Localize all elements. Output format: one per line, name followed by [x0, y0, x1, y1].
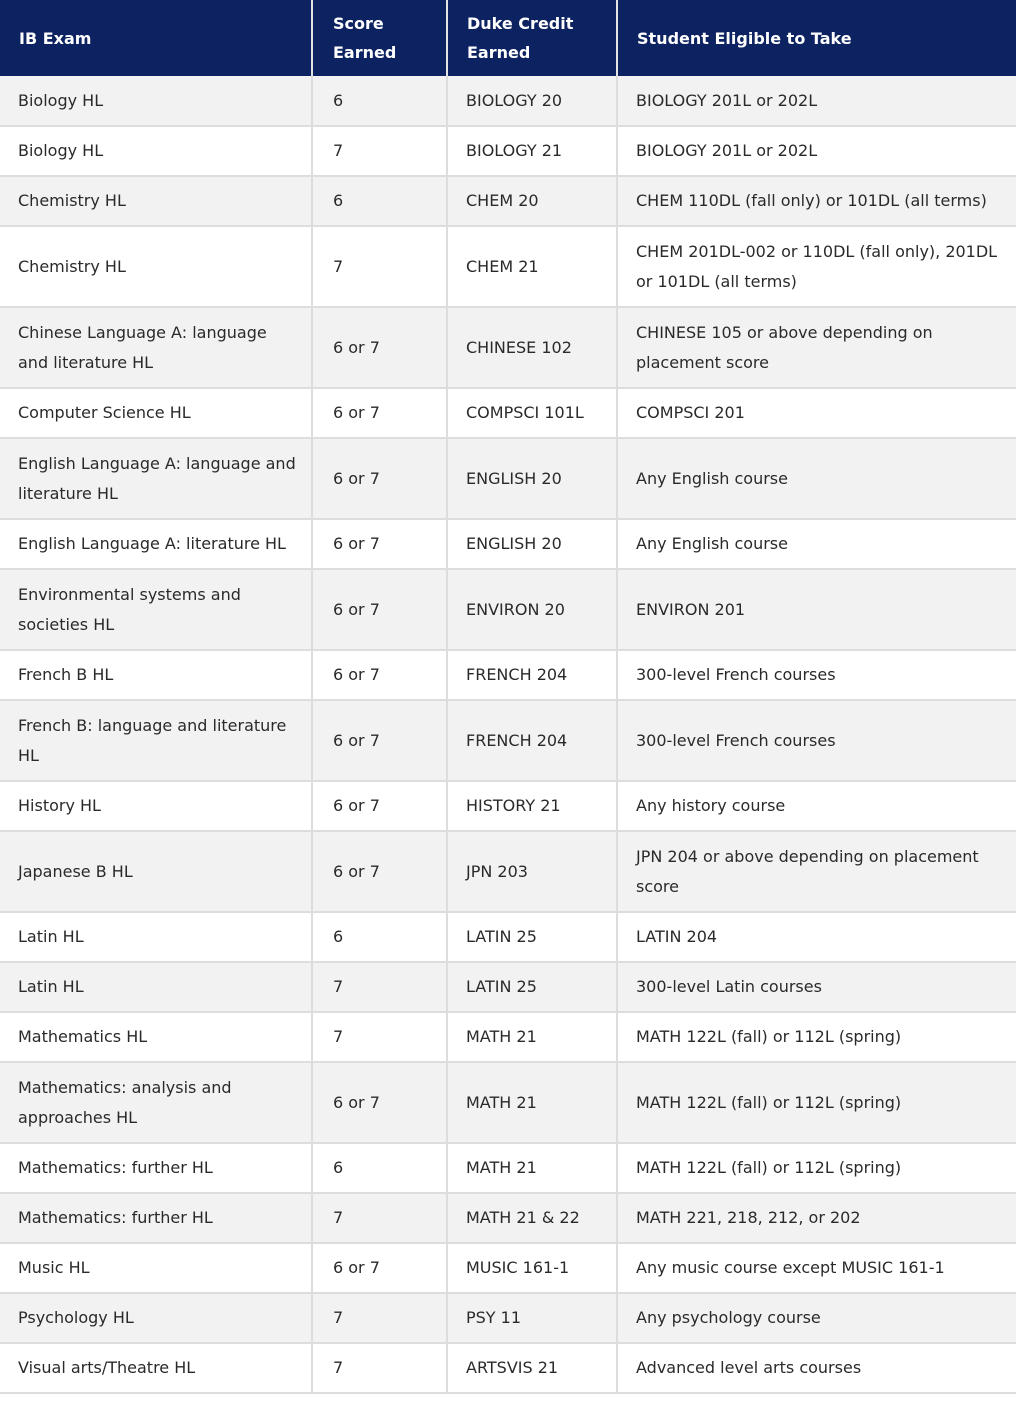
- cell-eligible: BIOLOGY 201L or 202L: [617, 76, 1016, 126]
- cell-score: 6 or 7: [312, 781, 447, 831]
- table-row: [0, 1062, 1016, 1143]
- cell-ib-exam: Mathematics: further HL: [0, 1193, 312, 1243]
- cell-eligible: MATH 122L (fall) or 112L (spring): [617, 1143, 1016, 1193]
- cell-score: 6: [312, 76, 447, 126]
- cell-eligible: LATIN 204: [617, 912, 1016, 962]
- header-score-earned: Score Earned: [312, 0, 447, 76]
- cell-duke-credit: ENGLISH 20: [447, 519, 617, 569]
- cell-ib-exam: Mathematics: analysis and approaches HL: [0, 1062, 312, 1143]
- cell-ib-exam: English Language A: literature HL: [0, 519, 312, 569]
- table-row: [0, 1243, 1016, 1293]
- cell-ib-exam: Latin HL: [0, 962, 312, 1012]
- cell-score: 6 or 7: [312, 1243, 447, 1293]
- cell-ib-exam: English Language A: language and literature HL: [0, 438, 312, 519]
- table-row: [0, 1012, 1016, 1062]
- cell-score: 7: [312, 1012, 447, 1062]
- cell-eligible: Any psychology course: [617, 1293, 1016, 1343]
- cell-eligible: MATH 122L (fall) or 112L (spring): [617, 1062, 1016, 1143]
- cell-eligible: Any music course except MUSIC 161-1: [617, 1243, 1016, 1293]
- cell-ib-exam: Environmental systems and societies HL: [0, 569, 312, 650]
- cell-duke-credit: MATH 21: [447, 1062, 617, 1143]
- table-row: [0, 962, 1016, 1012]
- cell-duke-credit: MATH 21: [447, 1012, 617, 1062]
- cell-score: 6: [312, 912, 447, 962]
- header-ib-exam: IB Exam: [0, 0, 312, 76]
- cell-score: 6: [312, 1143, 447, 1193]
- cell-eligible: BIOLOGY 201L or 202L: [617, 126, 1016, 176]
- cell-duke-credit: LATIN 25: [447, 962, 617, 1012]
- cell-eligible: 300-level Latin courses: [617, 962, 1016, 1012]
- cell-ib-exam: Latin HL: [0, 912, 312, 962]
- table-row: [0, 388, 1016, 438]
- cell-duke-credit: FRENCH 204: [447, 700, 617, 781]
- table-row: [0, 76, 1016, 126]
- table-row: [0, 700, 1016, 781]
- table-row: [0, 307, 1016, 388]
- cell-eligible: Any English course: [617, 519, 1016, 569]
- cell-ib-exam: Mathematics: further HL: [0, 1143, 312, 1193]
- cell-eligible: Any English course: [617, 438, 1016, 519]
- cell-ib-exam: Psychology HL: [0, 1293, 312, 1343]
- cell-score: 7: [312, 1343, 447, 1393]
- cell-eligible: Advanced level arts courses: [617, 1343, 1016, 1393]
- cell-score: 6 or 7: [312, 700, 447, 781]
- cell-eligible: 300-level French courses: [617, 650, 1016, 700]
- cell-duke-credit: BIOLOGY 21: [447, 126, 617, 176]
- cell-score: 7: [312, 1193, 447, 1243]
- cell-duke-credit: FRENCH 204: [447, 650, 617, 700]
- cell-score: 6 or 7: [312, 388, 447, 438]
- cell-ib-exam: French B: language and literature HL: [0, 700, 312, 781]
- cell-ib-exam: Biology HL: [0, 126, 312, 176]
- cell-score: 6: [312, 176, 447, 226]
- table-row: [0, 1343, 1016, 1393]
- cell-duke-credit: ENGLISH 20: [447, 438, 617, 519]
- header-student-eligible: Student Eligible to Take: [617, 0, 1016, 76]
- table-row: [0, 519, 1016, 569]
- cell-score: 6 or 7: [312, 569, 447, 650]
- cell-duke-credit: HISTORY 21: [447, 781, 617, 831]
- cell-duke-credit: JPN 203: [447, 831, 617, 912]
- cell-eligible: COMPSCI 201: [617, 388, 1016, 438]
- header-duke-credit-earned: Duke Credit Earned: [447, 0, 617, 76]
- cell-ib-exam: Japanese B HL: [0, 831, 312, 912]
- cell-ib-exam: Chemistry HL: [0, 226, 312, 307]
- table-row: [0, 438, 1016, 519]
- cell-eligible: ENVIRON 201: [617, 569, 1016, 650]
- cell-score: 7: [312, 226, 447, 307]
- cell-eligible: CHINESE 105 or above depending on placement score: [617, 307, 1016, 388]
- table-row: [0, 176, 1016, 226]
- cell-eligible: Any history course: [617, 781, 1016, 831]
- cell-score: 6 or 7: [312, 831, 447, 912]
- cell-eligible: MATH 122L (fall) or 112L (spring): [617, 1012, 1016, 1062]
- table-row: [0, 831, 1016, 912]
- cell-score: 7: [312, 126, 447, 176]
- cell-duke-credit: CHEM 20: [447, 176, 617, 226]
- table-row: [0, 226, 1016, 307]
- table-row: [0, 569, 1016, 650]
- cell-score: 6 or 7: [312, 307, 447, 388]
- cell-score: 6 or 7: [312, 438, 447, 519]
- cell-eligible: MATH 221, 218, 212, or 202: [617, 1193, 1016, 1243]
- cell-ib-exam: Music HL: [0, 1243, 312, 1293]
- cell-duke-credit: LATIN 25: [447, 912, 617, 962]
- cell-eligible: CHEM 201DL-002 or 110DL (fall only), 201DL or 101DL (all terms): [617, 226, 1016, 307]
- table-row: [0, 1143, 1016, 1193]
- cell-ib-exam: Chemistry HL: [0, 176, 312, 226]
- cell-duke-credit: MUSIC 161-1: [447, 1243, 617, 1293]
- cell-ib-exam: Computer Science HL: [0, 388, 312, 438]
- cell-score: 7: [312, 1293, 447, 1343]
- cell-eligible: CHEM 110DL (fall only) or 101DL (all terms): [617, 176, 1016, 226]
- cell-duke-credit: MATH 21: [447, 1143, 617, 1193]
- cell-duke-credit: COMPSCI 101L: [447, 388, 617, 438]
- cell-duke-credit: ARTSVIS 21: [447, 1343, 617, 1393]
- cell-eligible: 300-level French courses: [617, 700, 1016, 781]
- cell-duke-credit: CHINESE 102: [447, 307, 617, 388]
- table-row: [0, 781, 1016, 831]
- table-row: [0, 1193, 1016, 1243]
- cell-ib-exam: Visual arts/Theatre HL: [0, 1343, 312, 1393]
- cell-duke-credit: ENVIRON 20: [447, 569, 617, 650]
- table-row: [0, 650, 1016, 700]
- cell-score: 6 or 7: [312, 519, 447, 569]
- cell-duke-credit: CHEM 21: [447, 226, 617, 307]
- cell-ib-exam: French B HL: [0, 650, 312, 700]
- cell-ib-exam: History HL: [0, 781, 312, 831]
- cell-ib-exam: Chinese Language A: language and literature HL: [0, 307, 312, 388]
- table-row: [0, 1293, 1016, 1343]
- cell-score: 6 or 7: [312, 1062, 447, 1143]
- cell-score: 6 or 7: [312, 650, 447, 700]
- cell-ib-exam: Biology HL: [0, 76, 312, 126]
- cell-duke-credit: BIOLOGY 20: [447, 76, 617, 126]
- cell-score: 7: [312, 962, 447, 1012]
- table-header-row: [0, 0, 1016, 76]
- cell-duke-credit: MATH 21 & 22: [447, 1193, 617, 1243]
- cell-duke-credit: PSY 11: [447, 1293, 617, 1343]
- cell-eligible: JPN 204 or above depending on placement score: [617, 831, 1016, 912]
- table-row: [0, 126, 1016, 176]
- table-row: [0, 912, 1016, 962]
- cell-ib-exam: Mathematics HL: [0, 1012, 312, 1062]
